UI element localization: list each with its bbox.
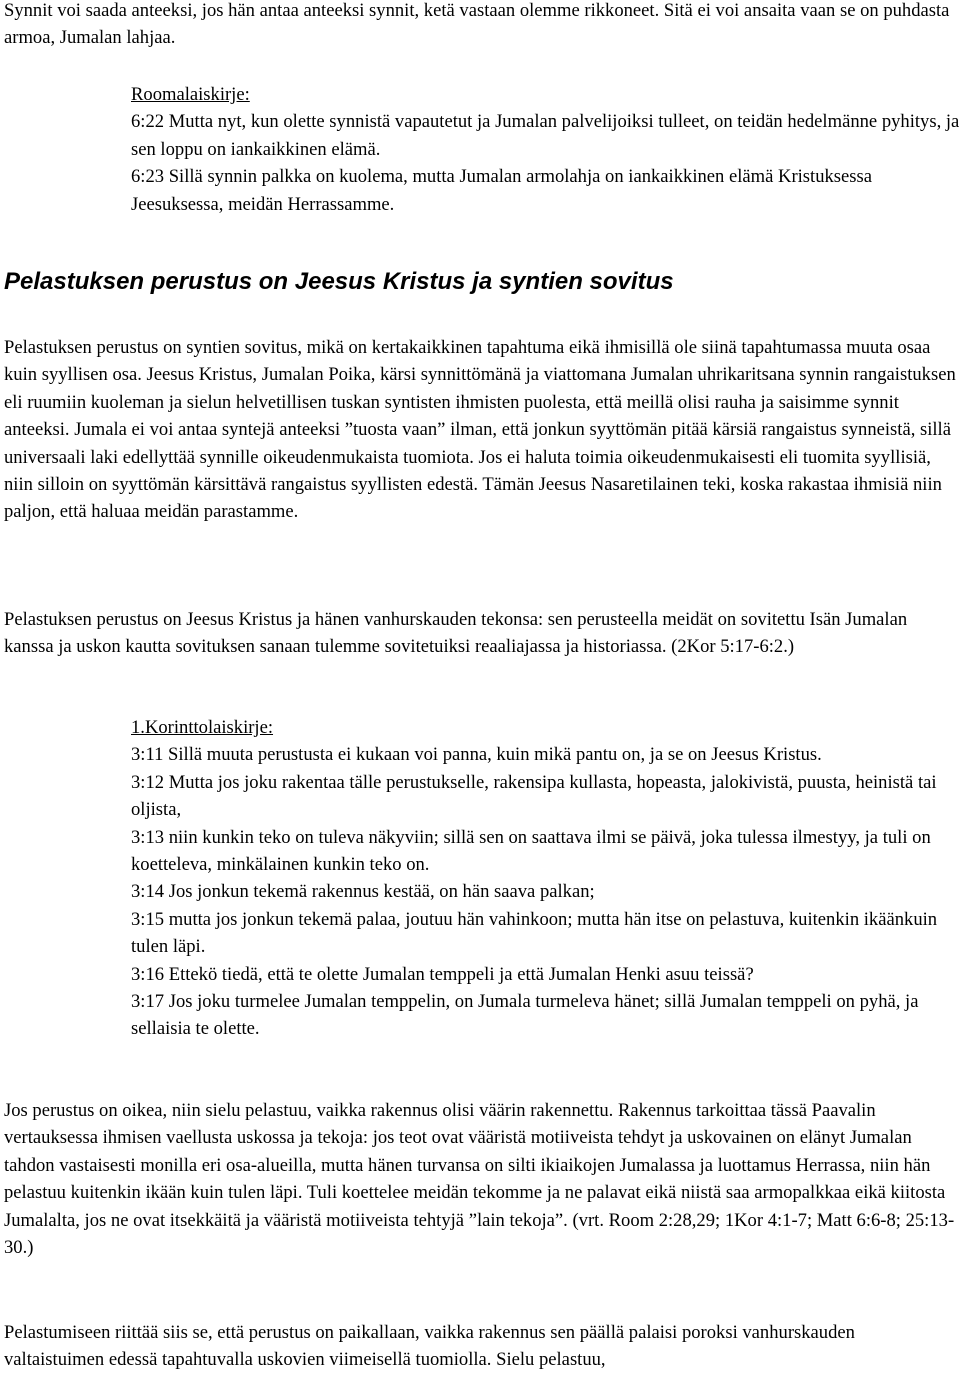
body-paragraph-2: Pelastuksen perustus on Jeesus Kristus ja hänen vanhurskauden tekonsa: sen perusteella meidät on sovitettu Isän Jumalan kanssa ja uskon kautta sovituksen sanaan tulemme sovitetuiksi reaaliajassa ja historiassa. (2Kor 5:17-6:2.) — [4, 609, 908, 658]
body-paragraph-4: Pelastumiseen riittää siis se, että perustus on paikallaan, vaikka rakennus sen päällä palaisi poroksi vanhurskauden valtaistuimen edessä tapahtuvalla uskovien viimeisellä tuomiolla. Sielu pelastuu, — [4, 1322, 855, 1371]
verse-3-14: 3:14 Jos jonkun tekemä rakennus kestää, on hän saava palkan; — [131, 881, 595, 903]
verse-3-15: 3:15 mutta jos jonkun tekemä palaa, joutuu hän vahinkoon; mutta hän itse on pelastuva, kuitenkin ikäänkuin tulen läpi. — [131, 908, 938, 958]
romans-reference: Roomalaiskirje: — [131, 84, 250, 105]
verse-6-22: 6:22 Mutta nyt, kun olette synnistä vapautetut ja Jumalan palvelijoiksi tulleet, on teidän hedelmänne pyhitys, ja sen loppu on iankaikkinen elämä. — [131, 111, 960, 160]
verse-3-17: 3:17 Jos joku turmelee Jumalan temppelin, on Jumala turmeleva hänet; sillä Jumalan temppeli on pyhä, ja sellaisia te olette. — [131, 991, 919, 1040]
section-heading: Pelastuksen perustus on Jeesus Kristus ja syntien sovitus — [4, 268, 674, 295]
body-paragraph-1: Pelastuksen perustus on syntien sovitus, mikä on kertakaikkinen tapahtuma eikä ihmisillä ole siinä tapahtumassa muuta osaa kuin syyllisen osa. Jeesus Kristus, Jumalan Poika, kärsi synnittömänä ja viattomana Jumalan uhrikaritsana synnin rangaistuksen eli ruumiin kuoleman ja sielun helvetillisen tuskan syntisten ihmisten puolesta, että meillä olisi rauha ja saisimme synnit anteeksi. Jumala ei voi antaa syntejä anteeksi ”tuosta vaan” ilman, että jonkun syyttömän pitää kärsiä rangaistus synneistä, sillä universaali laki edellyttää synnille oikeudenmukaista tuomiota. Jos ei haluta toimia oikeudenmukaisesti eli tuomita syyllisiä, niin silloin on syyttömän kärsittävä rangaistus syyllisten edestä. Tämän Jeesus Nasaretilainen teki, koska rakastaa ihmisiä niin paljon, että haluaa meidän parastamme. — [4, 337, 956, 523]
verse-3-13: 3:13 niin kunkin teko on tuleva näkyviin; sillä sen on saattava ilmi se päivä, joka tulessa ilmestyy, ja tuli on koetteleva, minkälainen kunkin teko on. — [131, 826, 931, 876]
verse-3-12: 3:12 Mutta jos joku rakentaa tälle perustukselle, rakensipa kullasta, hopeasta, jalokivistä, puusta, heinistä tai oljista, — [131, 771, 937, 821]
romans-quote-block — [131, 81, 960, 218]
verse-3-11: 3:11 Sillä muuta perustusta ei kukaan voi panna, kuin mikä pantu on, ja se on Jeesus Kristus. — [131, 744, 822, 766]
intro-paragraph: Synnit voi saada anteeksi, jos hän antaa anteeksi synnit, ketä vastaan olemme rikkoneet. Sitä ei voi ansaita vaan se on puhdasta armoa, Jumalan lahjaa. — [4, 0, 950, 49]
body-paragraph-3: Jos perustus on oikea, niin sielu pelastuu, vaikka rakennus olisi väärin rakennettu. Rakennus tarkoittaa tässä Paavalin vertauksessa ihmisen vaellusta uskossa ja tekoja: jos teot ovat vääristä motiiveista tehdyt ja uskovainen on elänyt Jumalan tahdon vastaisesti monilla eri osa-alueilla, mutta hänen turvansa on silti ikiaikojen Jumalassa ja luottamus Herrassa, niin hän pelastuu kuitenkin ikään kuin tulen läpi. Tuli koettelee meidän tekomme ja ne palavat eikä niistä saa armopalkkaa eikä kiitosta Jumalalta, jos ne ovat itsekkäitä ja vääristä motiiveista tehtyjä ”lain tekoja”. (vrt. Room 2:28,29; 1Kor 4:1-7; Matt 6:6-8; 25:13-30.) — [4, 1100, 955, 1259]
corinthians-quote-block — [131, 714, 951, 1043]
verse-3-16: 3:16 Ettekö tiedä, että te olette Jumalan temppeli ja että Jumalan Henki asuu teissä? — [131, 963, 754, 985]
verse-6-23: 6:23 Sillä synnin palkka on kuolema, mutta Jumalan armolahja on iankaikkinen elämä Kristuksessa Jeesuksessa, meidän Herrassamme. — [131, 166, 873, 215]
corinthians-reference: 1.Korinttolaiskirje: — [131, 717, 274, 738]
